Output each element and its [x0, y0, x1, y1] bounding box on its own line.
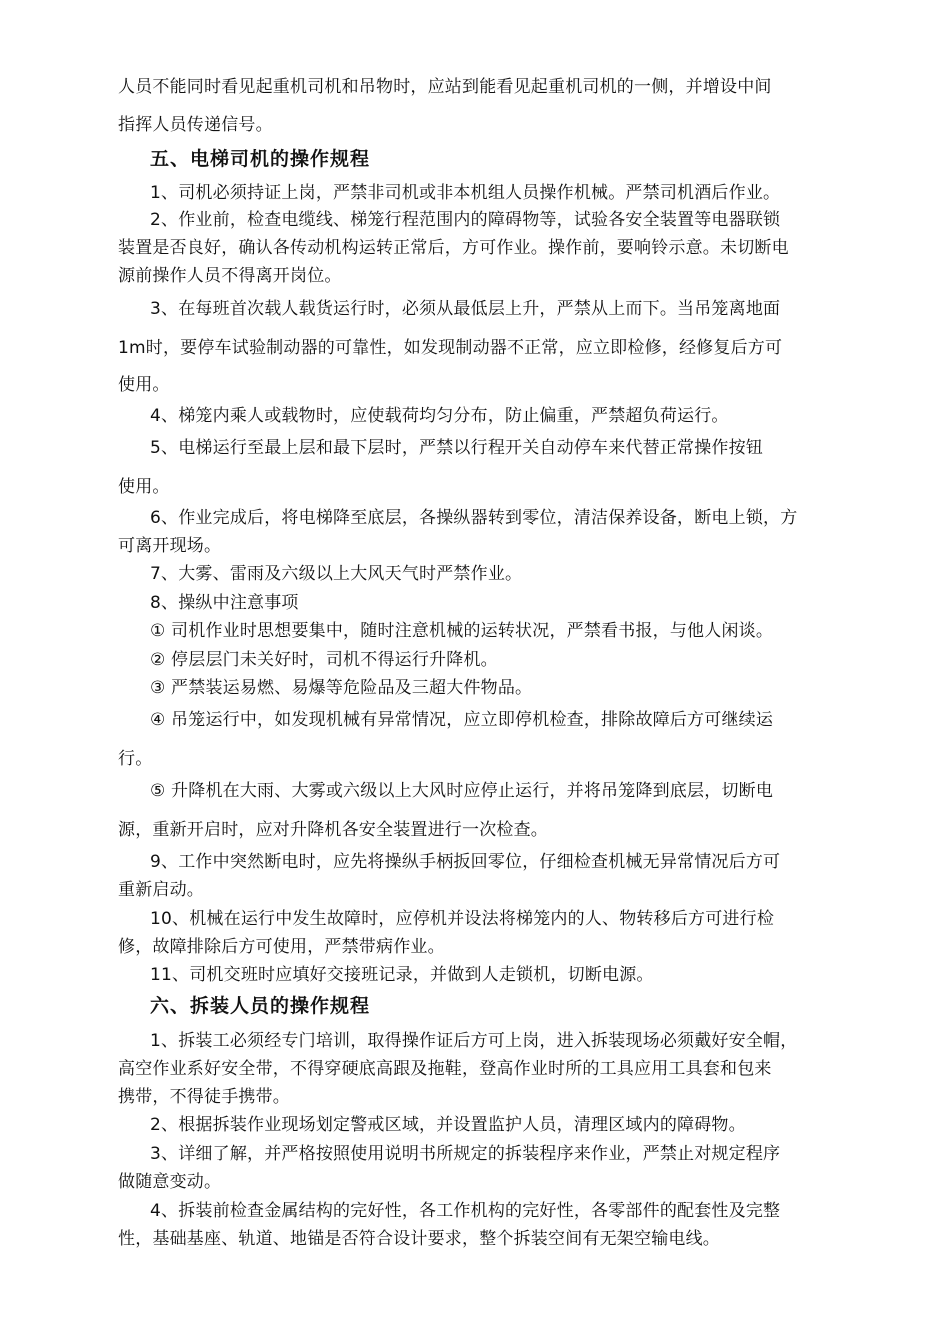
- paragraph-line: 11、司机交班时应填好交接班记录，并做到人走锁机，切断电源。: [150, 965, 654, 985]
- section-heading-5: 五、电梯司机的操作规程: [150, 148, 371, 170]
- list-item: 行。: [118, 749, 153, 769]
- paragraph-line: 高空作业系好安全带，不得穿硬底高跟及拖鞋，登高作业时所的工具应用工具套和包来: [118, 1059, 772, 1079]
- paragraph-line: 4、拆装前检查金属结构的完好性，各工作机构的完好性，各零部件的配套性及完整: [150, 1201, 781, 1221]
- paragraph-line: 4、梯笼内乘人或载物时，应使载荷均匀分布，防止偏重，严禁超负荷运行。: [150, 406, 729, 426]
- list-item: ② 停层层门未关好时，司机不得运行升降机。: [150, 650, 498, 670]
- paragraph-line: 5、电梯运行至最上层和最下层时，严禁以行程开关自动停车来代替正常操作按钮: [150, 438, 764, 458]
- paragraph-line: 3、在每班首次载人载货运行时，必须从最低层上升，严禁从上而下。当吊笼离地面: [150, 299, 781, 319]
- list-item: 源，重新开启时，应对升降机各安全装置进行一次检查。: [118, 820, 548, 840]
- paragraph-line: 人员不能同时看见起重机司机和吊物时，应站到能看见起重机司机的一侧，并增设中间: [118, 77, 772, 97]
- paragraph-line: 8、操纵中注意事项: [150, 593, 299, 613]
- paragraph-line: 重新启动。: [118, 880, 204, 900]
- list-item: ① 司机作业时思想要集中，随时注意机械的运转状况，严禁看书报，与他人闲谈。: [150, 621, 774, 641]
- paragraph-line: 2、作业前，检查电缆线、梯笼行程范围内的障碍物等，试验各安全装置等电器联锁: [150, 210, 781, 230]
- paragraph-line: 1、拆装工必须经专门培训，取得操作证后方可上岗，进入拆装现场必须戴好安全帽，: [150, 1031, 798, 1051]
- paragraph-line: 使用。: [118, 477, 170, 497]
- paragraph-line: 源前操作人员不得离开岗位。: [118, 266, 342, 286]
- paragraph-line: 10、机械在运行中发生故障时，应停机并设法将梯笼内的人、物转移后方可进行检: [150, 909, 775, 929]
- paragraph-line: 6、作业完成后，将电梯降至底层，各操纵器转到零位，清洁保养设备，断电上锁，方: [150, 508, 798, 528]
- paragraph-line: 可离开现场。: [118, 536, 222, 556]
- paragraph-line: 3、详细了解，并严格按照使用说明书所规定的拆装程序来作业，严禁止对规定程序: [150, 1144, 781, 1164]
- paragraph-line: 装置是否良好，确认各传动机构运转正常后，方可作业。操作前，要响铃示意。未切断电: [118, 238, 789, 258]
- paragraph-line: 做随意变动。: [118, 1172, 222, 1192]
- paragraph-line: 9、工作中突然断电时，应先将操纵手柄扳回零位，仔细检查机械无异常情况后方可: [150, 852, 781, 872]
- list-item: ⑤ 升降机在大雨、大雾或六级以上大风时应停止运行，并将吊笼降到底层，切断电: [150, 781, 774, 801]
- paragraph-line: 指挥人员传递信号。: [118, 115, 273, 135]
- paragraph-line: 使用。: [118, 375, 170, 395]
- paragraph-line: 携带，不得徒手携带。: [118, 1087, 290, 1107]
- paragraph-line: 1、司机必须持证上岗，严禁非司机或非本机组人员操作机械。严禁司机酒后作业。: [150, 183, 781, 203]
- section-heading-6: 六、拆装人员的操作规程: [150, 995, 371, 1017]
- list-item: ④ 吊笼运行中，如发现机械有异常情况，应立即停机检查，排除故障后方可继续运: [150, 710, 774, 730]
- paragraph-line: 修，故障排除后方可使用，严禁带病作业。: [118, 937, 445, 957]
- paragraph-line: 7、大雾、雷雨及六级以上大风天气时严禁作业。: [150, 564, 523, 584]
- paragraph-line: 2、根据拆装作业现场划定警戒区域，并设置监护人员，清理区域内的障碍物。: [150, 1115, 746, 1135]
- paragraph-line: 性，基础基座、轨道、地锚是否符合设计要求，整个拆装空间有无架空输电线。: [118, 1229, 720, 1249]
- paragraph-line: 1m时，要停车试验制动器的可靠性，如发现制动器不正常，应立即检修，经修复后方可: [118, 338, 783, 358]
- list-item: ③ 严禁装运易燃、易爆等危险品及三超大件物品。: [150, 678, 533, 698]
